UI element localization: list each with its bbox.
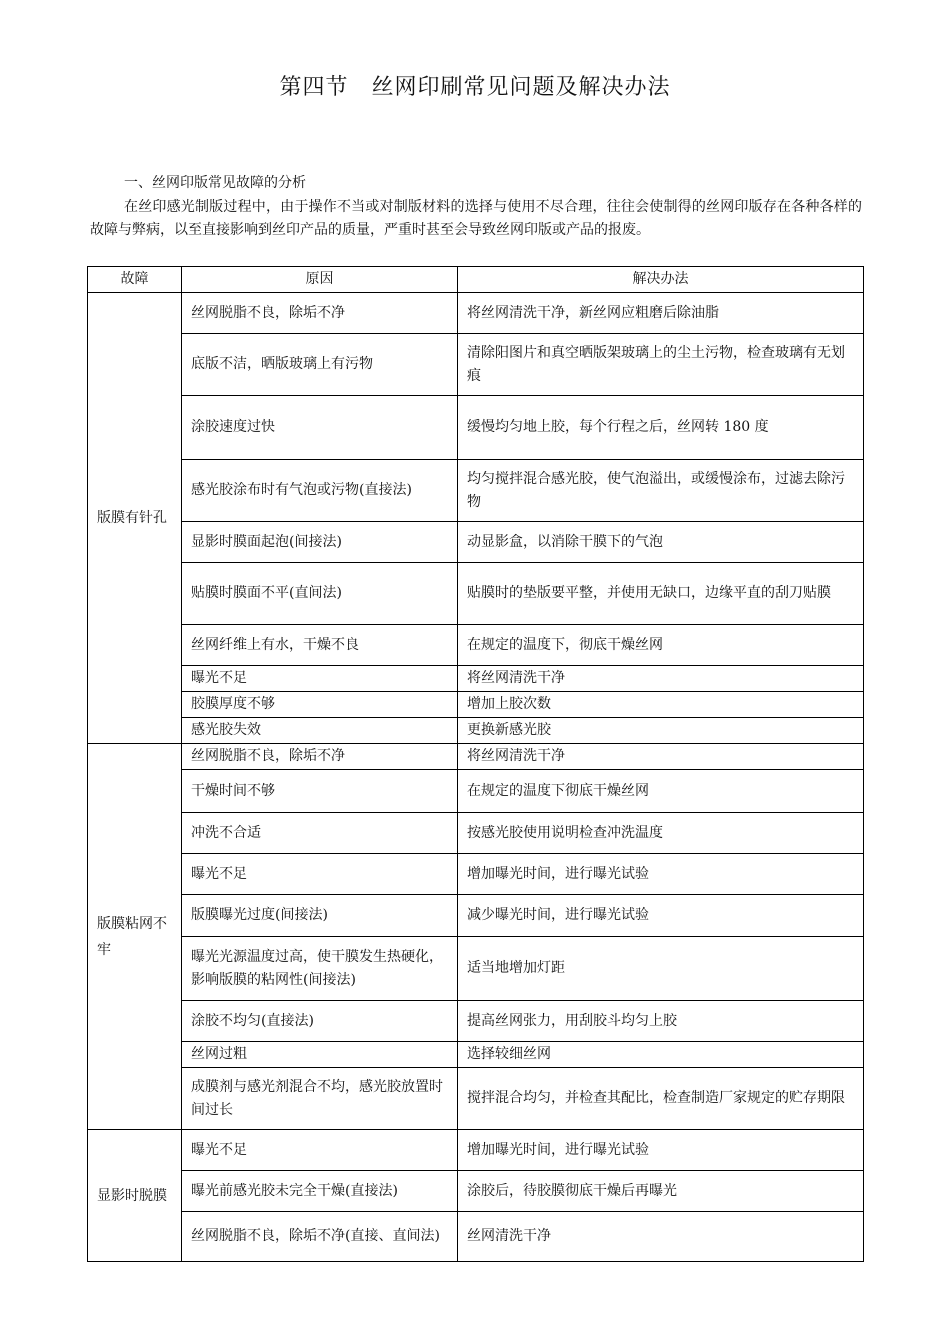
solution-cell: 减少曝光时间，进行曝光试验	[458, 895, 864, 937]
table-row	[88, 293, 864, 334]
solution-cell: 增加上胶次数	[458, 692, 864, 718]
solution-cell: 在规定的温度下，彻底干燥丝网	[458, 625, 864, 666]
header-cause: 原因	[182, 267, 458, 293]
fault-table	[87, 266, 864, 1262]
cause-cell: 曝光不足	[182, 1130, 458, 1171]
solution-cell: 提高丝网张力，用刮胶斗均匀上胶	[458, 1001, 864, 1042]
table-row	[88, 854, 864, 895]
solution-cell: 更换新感光胶	[458, 718, 864, 744]
section-heading: 一、丝网印版常见故障的分析	[124, 175, 306, 191]
cause-cell: 丝网脱脂不良，除垢不净(直接、直间法)	[182, 1212, 458, 1262]
table-row	[88, 396, 864, 460]
intro-paragraph: 在丝印感光制版过程中，由于操作不当或对制版材料的选择与使用不尽合理，往往会使制得的丝网印版存在各种各样的故障与弊病，以至直接影响到丝印产品的质量，严重时甚至会导致丝网印版或产品的报废。	[90, 199, 862, 238]
fault-cell: 版膜有针孔	[88, 293, 182, 744]
solution-cell: 在规定的温度下彻底干燥丝网	[458, 770, 864, 813]
cause-cell: 贴膜时膜面不平(直间法)	[182, 563, 458, 625]
fault-cell: 显影时脱膜	[88, 1130, 182, 1262]
cause-cell: 胶膜厚度不够	[182, 692, 458, 718]
header-fault: 故障	[88, 267, 182, 293]
cause-cell: 涂胶速度过快	[182, 396, 458, 460]
cause-cell: 曝光光源温度过高，使干膜发生热硬化，影响版膜的粘网性(间接法)	[182, 937, 458, 1001]
table-row	[88, 666, 864, 692]
solution-cell: 缓慢均匀地上胶，每个行程之后，丝网转 180 度	[458, 396, 864, 460]
solution-cell: 丝网清洗干净	[458, 1212, 864, 1262]
solution-cell: 适当地增加灯距	[458, 937, 864, 1001]
page-title: 第四节 丝网印刷常见问题及解决办法	[279, 75, 671, 100]
table-row	[88, 813, 864, 854]
solution-cell: 增加曝光时间，进行曝光试验	[458, 1130, 864, 1171]
solution-cell: 搅拌混合均匀，并检查其配比，检查制造厂家规定的贮存期限	[458, 1068, 864, 1130]
solution-cell: 清除阳图片和真空晒版架玻璃上的尘土污物，检查玻璃有无划痕	[458, 334, 864, 396]
cause-cell: 曝光前感光胶未完全干燥(直接法)	[182, 1171, 458, 1212]
table-row	[88, 1042, 864, 1068]
cause-cell: 感光胶失效	[182, 718, 458, 744]
solution-cell: 增加曝光时间，进行曝光试验	[458, 854, 864, 895]
solution-cell: 将丝网清洗干净	[458, 744, 864, 770]
solution-cell: 选择较细丝网	[458, 1042, 864, 1068]
cause-cell: 丝网脱脂不良，除垢不净	[182, 293, 458, 334]
table-row	[88, 1212, 864, 1262]
table-row	[88, 895, 864, 937]
table-row	[88, 770, 864, 813]
cause-cell: 感光胶涂布时有气泡或污物(直接法)	[182, 460, 458, 522]
table-row	[88, 460, 864, 522]
cause-cell: 丝网过粗	[182, 1042, 458, 1068]
table-row	[88, 718, 864, 744]
table-row	[88, 1068, 864, 1130]
table-row	[88, 1001, 864, 1042]
cause-cell: 曝光不足	[182, 666, 458, 692]
cause-cell: 成膜剂与感光剂混合不均，感光胶放置时间过长	[182, 1068, 458, 1130]
cause-cell: 曝光不足	[182, 854, 458, 895]
solution-cell: 均匀搅拌混合感光胶，使气泡溢出，或缓慢涂布，过滤去除污物	[458, 460, 864, 522]
cause-cell: 涂胶不均匀(直接法)	[182, 1001, 458, 1042]
header-solution: 解决办法	[458, 267, 864, 293]
solution-cell: 动显影盒，以消除干膜下的气泡	[458, 522, 864, 563]
cause-cell: 干燥时间不够	[182, 770, 458, 813]
table-row	[88, 563, 864, 625]
solution-cell: 涂胶后，待胶膜彻底干燥后再曝光	[458, 1171, 864, 1212]
cause-cell: 丝网纤维上有水，干燥不良	[182, 625, 458, 666]
table-row	[88, 1130, 864, 1171]
solution-cell: 将丝网清洗干净，新丝网应粗磨后除油脂	[458, 293, 864, 334]
cause-cell: 丝网脱脂不良，除垢不净	[182, 744, 458, 770]
cause-cell: 版膜曝光过度(间接法)	[182, 895, 458, 937]
solution-cell: 按感光胶使用说明检查冲洗温度	[458, 813, 864, 854]
table-row	[88, 1171, 864, 1212]
solution-cell: 贴膜时的垫版要平整，并使用无缺口，边缘平直的刮刀贴膜	[458, 563, 864, 625]
cause-cell: 冲洗不合适	[182, 813, 458, 854]
table-row	[88, 334, 864, 396]
table-row	[88, 744, 864, 770]
table-row	[88, 692, 864, 718]
table-row	[88, 937, 864, 1001]
table-row	[88, 625, 864, 666]
solution-cell: 将丝网清洗干净	[458, 666, 864, 692]
cause-cell: 显影时膜面起泡(间接法)	[182, 522, 458, 563]
table-row	[88, 522, 864, 563]
cause-cell: 底版不洁，晒版玻璃上有污物	[182, 334, 458, 396]
fault-cell: 版膜粘网不牢	[88, 744, 182, 1130]
